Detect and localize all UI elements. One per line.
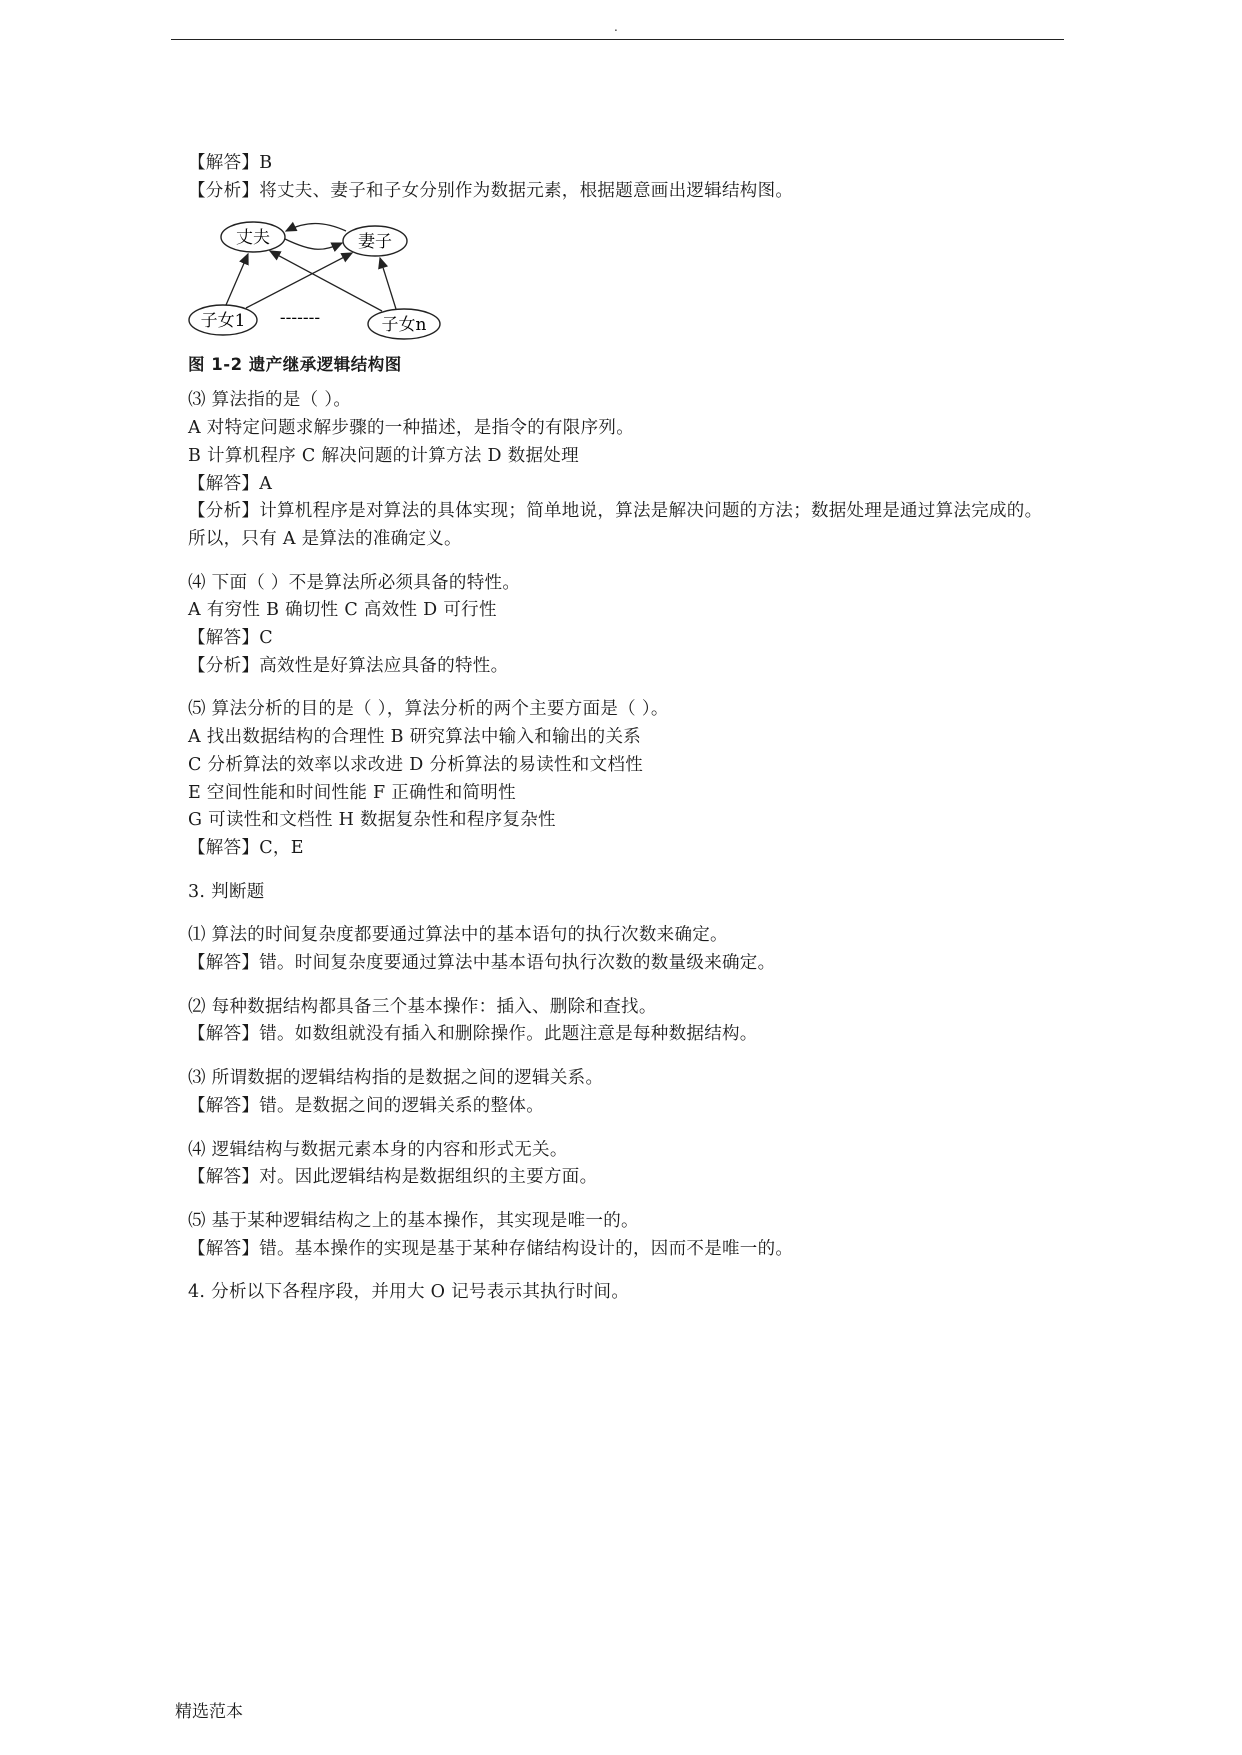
node-wife-label: 妻子 (358, 232, 392, 253)
q3-analysis: 【分析】计算机程序是对算法的具体实现；简单地说，算法是解决问题的方法；数据处理是通过算法完成的。所以，只有 A 是算法的准确定义。 (188, 501, 1043, 549)
section3-title: 3. 判断题 (188, 881, 265, 902)
judge-2-question: ⑵ 每种数据结构都具备三个基本操作：插入、删除和查找。 (188, 996, 657, 1017)
q5-answer: 【解答】C，E (188, 837, 304, 858)
judge-2-answer: 【解答】错。如数组就没有插入和删除操作。此题注意是每种数据结构。 (188, 1024, 758, 1045)
q4-analysis: 【分析】高效性是好算法应具备的特性。 (188, 655, 509, 676)
judge-4-question: ⑷ 逻辑结构与数据元素本身的内容和形式无关。 (188, 1139, 568, 1160)
judge-5-question: ⑸ 基于某种逻辑结构之上的基本操作，其实现是唯一的。 (188, 1210, 639, 1231)
dashes-label: ------- (279, 308, 321, 329)
node-child1-label: 子女1 (200, 311, 246, 332)
q5-options-ef: E 空间性能和时间性能 F 正确性和简明性 (188, 782, 516, 803)
edge-child1-to-husband (226, 254, 248, 305)
edge-wife-to-husband (286, 224, 346, 232)
judge-5-answer: 【解答】错。基本操作的实现是基于某种存储结构设计的，因而不是唯一的。 (188, 1238, 794, 1259)
q3-option-a: A 对特定问题求解步骤的一种描述，是指令的有限序列。 (188, 418, 634, 439)
q4-options: A 有穷性 B 确切性 C 高效性 D 可行性 (188, 600, 497, 621)
analysis-text: 【分析】将丈夫、妻子和子女分别作为数据元素，根据题意画出逻辑结构图。 (188, 180, 794, 201)
judge-4-answer: 【解答】对。因此逻辑结构是数据组织的主要方面。 (188, 1167, 598, 1188)
node-childn-label: 子女n (381, 315, 427, 336)
answer-text: 【解答】B (188, 153, 273, 173)
judge-3-question: ⑶ 所谓数据的逻辑结构指的是数据之间的逻辑关系。 (188, 1068, 604, 1089)
judge-1-answer: 【解答】错。时间复杂度要通过算法中基本语句执行次数的数量级来确定。 (188, 953, 776, 974)
node-husband-label: 丈夫 (236, 228, 270, 249)
page-content (188, 150, 1058, 1307)
header-rule (171, 39, 1064, 40)
q5-options-gh: G 可读性和文档性 H 数据复杂性和程序复杂性 (188, 810, 556, 831)
footer-text: 精选范本 (175, 1702, 243, 1722)
judge-1-question: ⑴ 算法的时间复杂度都要通过算法中的基本语句的执行次数来确定。 (188, 925, 728, 946)
judge-3-answer: 【解答】错。是数据之间的逻辑关系的整体。 (188, 1095, 544, 1116)
edge-child1-to-wife (246, 253, 352, 308)
diagram-svg (184, 217, 454, 347)
figure-caption: 图 1-2 遗产继承逻辑结构图 (188, 355, 402, 375)
q5-question: ⑸ 算法分析的目的是（ ），算法分析的两个主要方面是（ ）。 (188, 699, 669, 720)
edge-husband-to-wife (285, 239, 342, 249)
q4-question: ⑷ 下面（ ）不是算法所必须具备的特性。 (188, 572, 521, 593)
q3-answer: 【解答】A (188, 473, 273, 494)
q3-question: ⑶ 算法指的是（ ）。 (188, 390, 352, 411)
q5-options-cd: C 分析算法的效率以求改进 D 分析算法的易读性和文档性 (188, 754, 644, 775)
header-dot: . (614, 20, 618, 34)
edge-childn-to-wife (380, 258, 396, 309)
q5-options-ab: A 找出数据结构的合理性 B 研究算法中输入和输出的关系 (188, 727, 642, 748)
section4-title: 4. 分析以下各程序段，并用大 O 记号表示其执行时间。 (188, 1282, 630, 1303)
q3-options-bcd: B 计算机程序 C 解决问题的计算方法 D 数据处理 (188, 445, 579, 466)
inheritance-diagram (184, 217, 454, 347)
edge-childn-to-husband (270, 251, 382, 311)
q4-answer: 【解答】C (188, 628, 273, 649)
